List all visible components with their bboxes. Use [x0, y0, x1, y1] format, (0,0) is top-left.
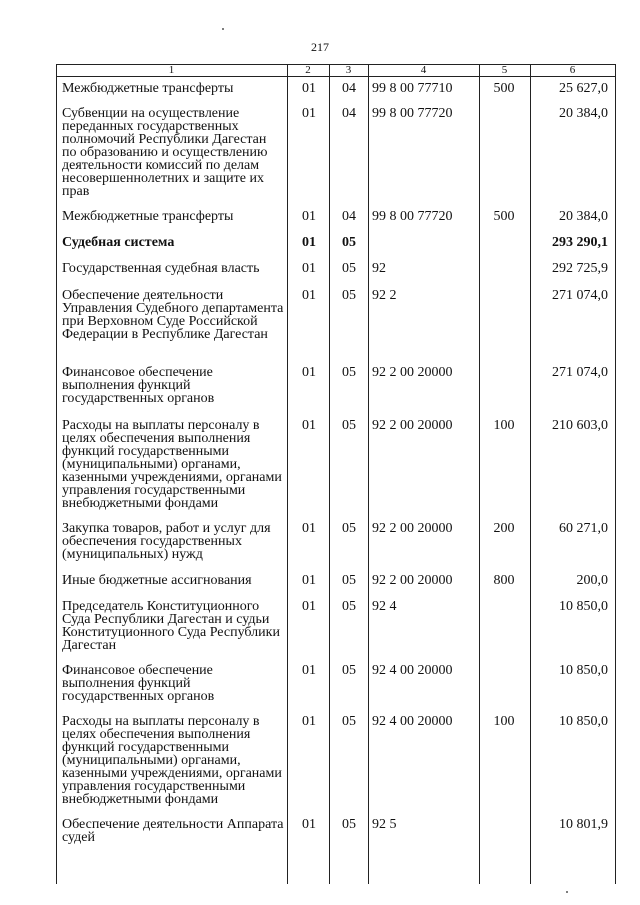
row-rz: 01	[302, 714, 316, 729]
row-rz: 01	[302, 81, 316, 96]
scan-speck	[222, 28, 224, 30]
row-csr: 92 2	[372, 288, 397, 303]
row-sum: 10 850,0	[559, 599, 608, 614]
page-number: 217	[311, 40, 329, 54]
row-name: Председатель Конституционного Суда Республики Дагестан и судьи Конституционного Суда Республики Дагестан	[62, 599, 280, 653]
row-sum: 25 627,0	[559, 81, 608, 96]
row-pr: 05	[342, 261, 356, 276]
row-sum: 10 801,9	[559, 817, 608, 832]
row-pr: 04	[342, 209, 356, 224]
row-rz: 01	[302, 599, 316, 614]
row-sum: 271 074,0	[552, 365, 608, 380]
row-name: Финансовое обеспечение выполнения функций государственных органов	[62, 365, 215, 406]
budget-table	[56, 64, 616, 884]
column-header-6: 6	[569, 64, 576, 76]
row-rz: 01	[302, 288, 316, 303]
row-name: Расходы на выплаты персоналу в целях обеспечения выполнения функций государственными (муниципальными) органами, казенными учреждениями, органами управления государственными внебюджетными фондами	[62, 714, 282, 807]
row-csr: 99 8 00 77720	[372, 106, 453, 121]
row-sum: 20 384,0	[559, 209, 608, 224]
row-vr: 500	[493, 81, 515, 96]
row-pr: 05	[342, 599, 356, 614]
column-header-5: 5	[501, 64, 508, 76]
row-csr: 92 2 00 20000	[372, 573, 453, 588]
row-name: Судебная система	[62, 235, 175, 250]
column-header-1: 1	[168, 64, 175, 76]
row-csr: 92 4 00 20000	[372, 714, 453, 729]
row-pr: 04	[342, 81, 356, 96]
row-name: Государственная судебная власть	[62, 261, 260, 276]
column-header-4: 4	[420, 64, 427, 76]
row-csr: 92 2 00 20000	[372, 418, 453, 433]
row-pr: 05	[342, 573, 356, 588]
row-sum: 60 271,0	[559, 521, 608, 536]
row-rz: 01	[302, 365, 316, 380]
row-name: Межбюджетные трансферты	[62, 81, 234, 96]
row-csr: 92 2 00 20000	[372, 365, 453, 380]
row-vr: 500	[493, 209, 515, 224]
column-header-2: 2	[305, 64, 311, 76]
row-pr: 05	[342, 235, 356, 250]
row-csr: 92	[372, 261, 386, 276]
row-name: Субвенции на осуществление переданных государственных полномочий Республики Дагестан по образованию и осуществлению деятельности комиссий по делам несовершеннолетних и защите их прав	[62, 106, 268, 199]
row-sum: 293 290,1	[552, 235, 608, 250]
row-sum: 20 384,0	[559, 106, 608, 121]
row-pr: 05	[342, 521, 356, 536]
row-vr: 100	[493, 418, 515, 433]
row-rz: 01	[302, 817, 316, 832]
row-rz: 01	[302, 573, 316, 588]
row-name: Иные бюджетные ассигнования	[62, 573, 252, 588]
row-name: Финансовое обеспечение выполнения функций государственных органов	[62, 663, 215, 704]
row-rz: 01	[302, 418, 316, 433]
row-csr: 99 8 00 77710	[372, 81, 453, 96]
row-rz: 01	[302, 663, 316, 678]
row-pr: 05	[342, 714, 356, 729]
row-csr: 92 4	[372, 599, 397, 614]
row-rz: 01	[302, 521, 316, 536]
row-name: Расходы на выплаты персоналу в целях обеспечения выполнения функций государственными (муниципальными) органами, казенными учреждениями, органами управления государственными внебюджетными фондами	[62, 418, 282, 511]
row-pr: 04	[342, 106, 356, 121]
row-vr: 100	[493, 714, 515, 729]
row-pr: 05	[342, 663, 356, 678]
row-sum: 10 850,0	[559, 714, 608, 729]
row-pr: 05	[342, 365, 356, 380]
row-sum: 200,0	[576, 573, 608, 588]
row-rz: 01	[302, 235, 316, 250]
row-name: Обеспечение деятельности Аппарата судей	[62, 817, 284, 845]
row-rz: 01	[302, 261, 316, 276]
row-rz: 01	[302, 106, 316, 121]
row-csr: 92 5	[372, 817, 397, 832]
row-sum: 271 074,0	[552, 288, 608, 303]
row-csr: 92 4 00 20000	[372, 663, 453, 678]
row-pr: 05	[342, 817, 356, 832]
row-csr: 99 8 00 77720	[372, 209, 453, 224]
row-sum: 10 850,0	[559, 663, 608, 678]
row-csr: 92 2 00 20000	[372, 521, 453, 536]
row-sum: 210 603,0	[552, 418, 608, 433]
row-sum: 292 725,9	[552, 261, 608, 276]
scan-speck	[566, 891, 568, 893]
row-pr: 05	[342, 288, 356, 303]
row-name: Обеспечение деятельности Управления Судебного департамента при Верховном Суде Российской Федерации в Республике Дагестан	[62, 288, 284, 342]
row-vr: 200	[493, 521, 515, 536]
row-name: Межбюджетные трансферты	[62, 209, 234, 224]
row-pr: 05	[342, 418, 356, 433]
column-header-3: 3	[345, 64, 352, 76]
row-name: Закупка товаров, работ и услуг для обеспечения государственных (муниципальных) нужд	[62, 521, 271, 562]
row-vr: 800	[493, 573, 515, 588]
row-rz: 01	[302, 209, 316, 224]
